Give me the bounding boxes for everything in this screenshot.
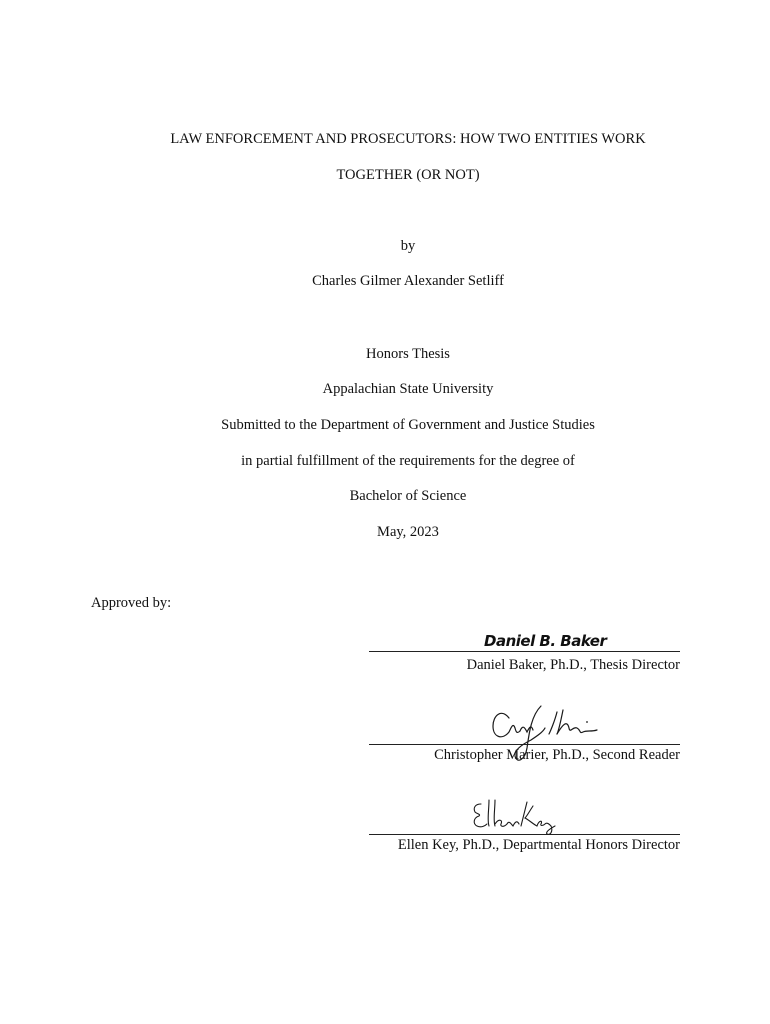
- date-line: May, 2023: [377, 524, 439, 540]
- degree-name: Bachelor of Science: [349, 488, 467, 504]
- signature-caption: Ellen Key, Ph.D., Departmental Honors Director: [397, 837, 680, 853]
- title-line-1: LAW ENFORCEMENT AND PROSECUTORS: HOW TWO ENTITIES WORK: [170, 131, 646, 147]
- handwritten-signature: [487, 698, 617, 768]
- approved-by-label: Approved by:: [91, 595, 172, 611]
- title-line-2: TOGETHER (OR NOT): [336, 167, 480, 183]
- author-name: Charles Gilmer Alexander Setliff: [312, 273, 504, 289]
- department-line: Submitted to the Department of Government and Justice Studies: [221, 417, 595, 433]
- typed-signature: Daniel B. Baker: [484, 632, 607, 650]
- university-name: Appalachian State University: [322, 381, 494, 397]
- handwritten-signature: [467, 796, 567, 841]
- by-label: by: [400, 238, 416, 254]
- signature-caption: Daniel Baker, Ph.D., Thesis Director: [466, 657, 680, 673]
- fulfillment-line: in partial fulfillment of the requirements for the degree of: [241, 453, 575, 469]
- signature-caption: Christopher Marier, Ph.D., Second Reader: [434, 747, 680, 763]
- signature-line: [369, 651, 680, 652]
- thesis-type: Honors Thesis: [366, 346, 450, 362]
